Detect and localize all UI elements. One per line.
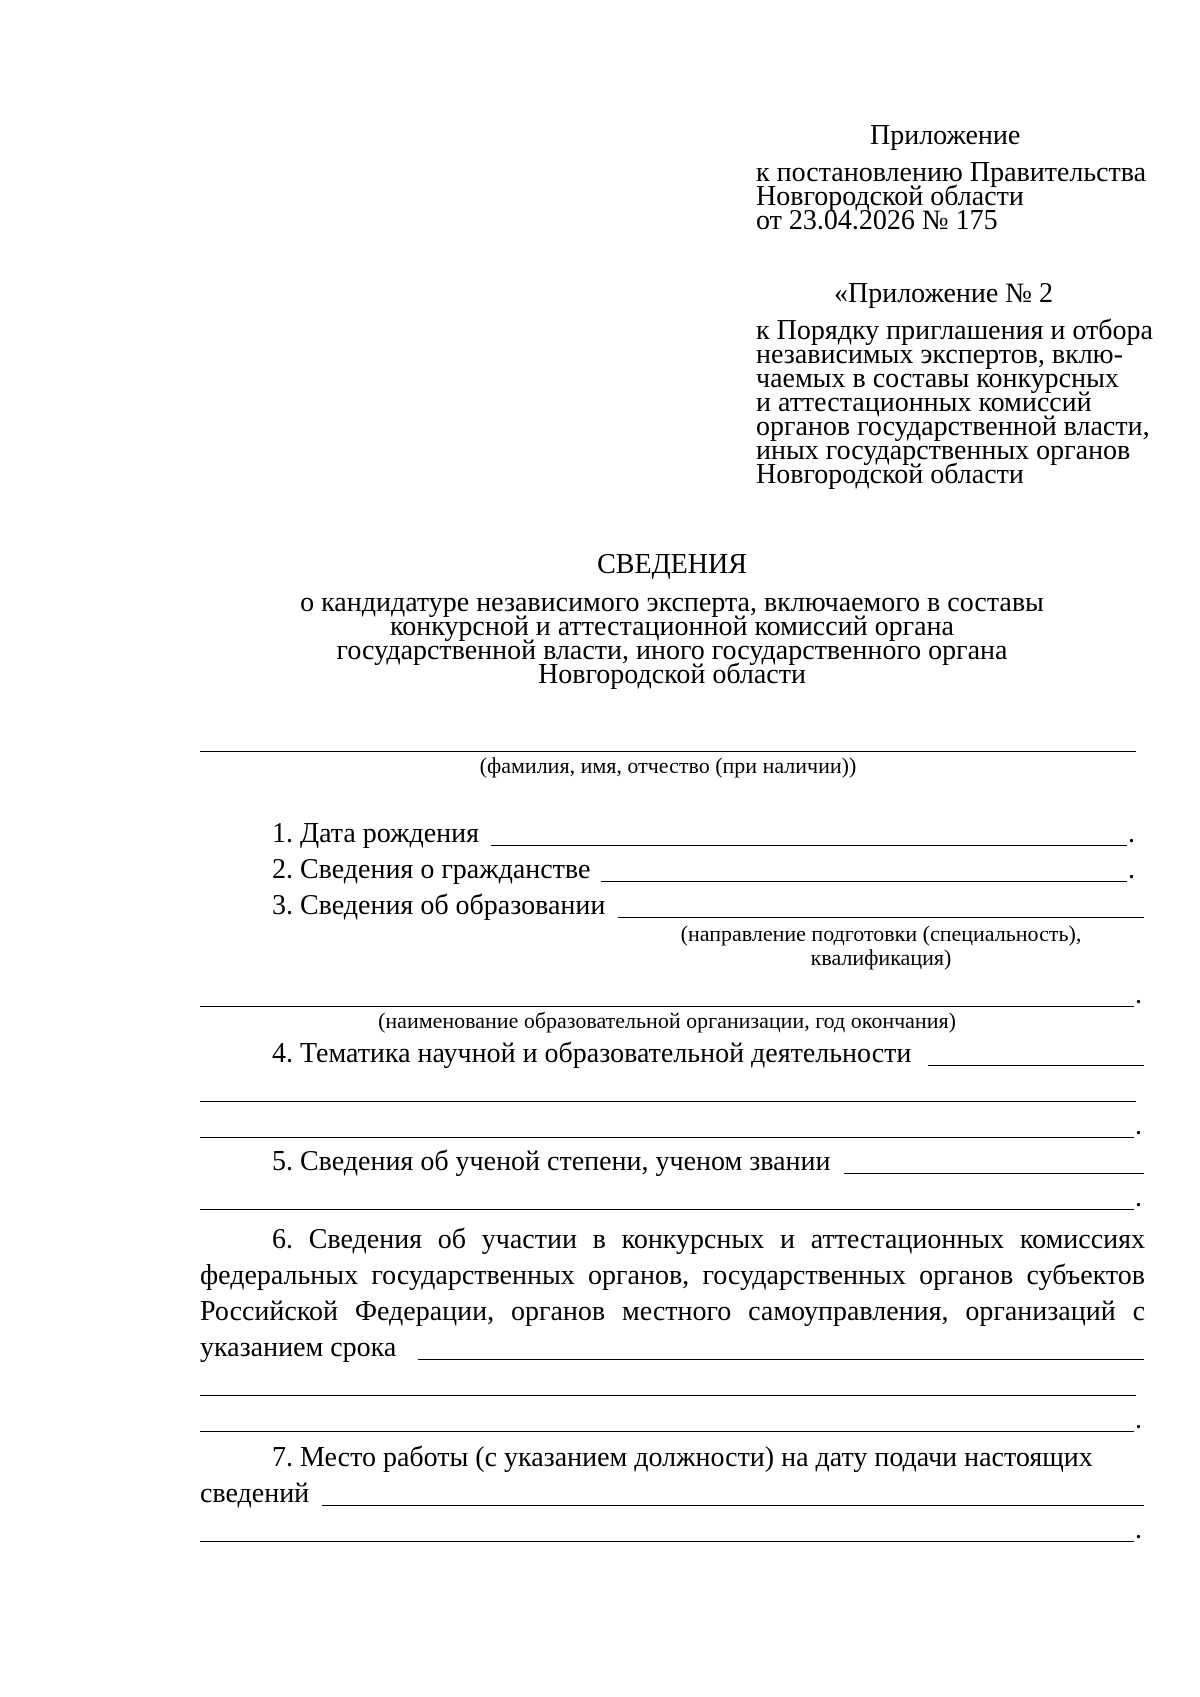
order-line: к Порядку приглашения и отбора [756, 315, 1153, 346]
document-title: СВЕДЕНИЯ [597, 549, 747, 580]
degree-line[interactable] [844, 1173, 1144, 1174]
period: . [1128, 818, 1135, 849]
education-hint: квалификация) [810, 945, 952, 970]
order-line: независимых экспертов, вклю- [756, 339, 1123, 370]
education-org-hint: (наименование образовательной организации, год окончания) [378, 1008, 956, 1033]
item-workplace-last: сведений [200, 1478, 310, 1509]
subtitle-line: конкурсной и аттестационной комиссий органа [390, 611, 954, 642]
fio-line[interactable] [200, 751, 1136, 752]
item-education-label: 3. Сведения об образовании [272, 890, 606, 921]
item-commissions-last: указанием срока [200, 1332, 397, 1363]
decree-line: к постановлению Правительства [756, 157, 1147, 188]
appendix2-title: «Приложение № 2 [834, 278, 1053, 309]
item-commissions-line: федеральных государственных органов, государственных органов субъектов [200, 1260, 1145, 1291]
item-workplace-label: 7. Место работы (с указанием должности) на дату подачи настоящих [272, 1442, 1093, 1473]
period: . [1128, 854, 1135, 885]
period: . [1135, 1182, 1142, 1213]
commissions-line[interactable] [418, 1359, 1144, 1360]
item-citizenship-label: 2. Сведения о гражданстве [272, 854, 591, 885]
order-line: Новгородской области [756, 459, 1024, 490]
item-birth-date-label: 1. Дата рождения [272, 818, 479, 849]
citizenship-line[interactable] [601, 881, 1127, 882]
education-line[interactable] [618, 917, 1144, 918]
research-line[interactable] [200, 1137, 1134, 1138]
item-research-label: 4. Тематика научной и образовательной деятельности [272, 1038, 912, 1069]
research-line[interactable] [928, 1065, 1144, 1066]
item-commissions-line: Российской Федерации, органов местного самоуправления, организаций с [200, 1296, 1145, 1327]
degree-line[interactable] [200, 1209, 1134, 1210]
decree-line: Новгородской области [756, 181, 1024, 212]
birth-date-line[interactable] [491, 845, 1127, 846]
subtitle-line: о кандидатуре независимого эксперта, включаемого в составы [300, 587, 1044, 618]
research-line[interactable] [200, 1101, 1136, 1102]
workplace-line[interactable] [200, 1541, 1134, 1542]
item-degree-label: 5. Сведения об ученой степени, ученом звании [272, 1146, 831, 1177]
order-line: органов государственной власти, [756, 411, 1150, 442]
commissions-line[interactable] [200, 1431, 1134, 1432]
order-line: чаемых в составы конкурсных [756, 363, 1119, 394]
period: . [1135, 1514, 1142, 1545]
subtitle-line: государственной власти, иного государственного органа [336, 635, 1008, 666]
subtitle-line: Новгородской области [538, 659, 806, 690]
decree-line: от 23.04.2026 № 175 [756, 205, 998, 236]
education-hint: (направление подготовки (специальность), [680, 921, 1082, 946]
item-commissions-line: 6. Сведения об участии в конкурсных и аттестационных комиссиях [272, 1224, 1145, 1255]
period: . [1135, 979, 1142, 1010]
order-line: и аттестационных комиссий [756, 387, 1092, 418]
commissions-line[interactable] [200, 1395, 1136, 1396]
appendix-title: Приложение [870, 120, 1021, 151]
fio-hint: (фамилия, имя, отчество (при наличии)) [479, 753, 857, 778]
workplace-line[interactable] [322, 1505, 1144, 1506]
period: . [1135, 1110, 1142, 1141]
order-line: иных государственных органов [756, 435, 1131, 466]
education-org-line[interactable] [200, 1006, 1134, 1007]
period: . [1135, 1404, 1142, 1435]
